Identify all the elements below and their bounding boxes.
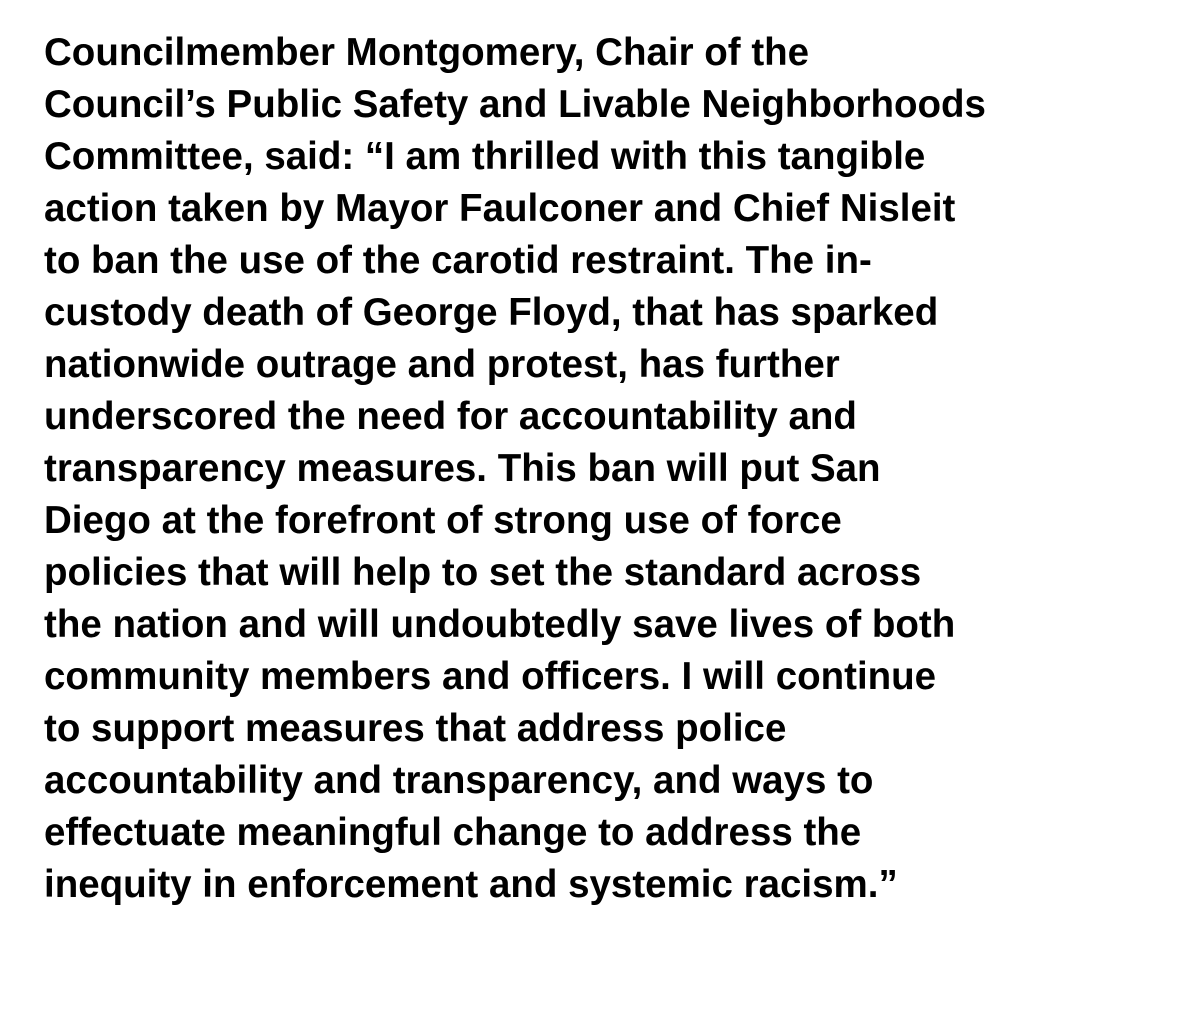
text-line: inequity in enforcement and systemic racism.” (44, 863, 898, 906)
text-line: to ban the use of the carotid restraint. The in- (44, 239, 872, 282)
text-line: the nation and will undoubtedly save lives of both (44, 603, 956, 646)
text-line: policies that will help to set the standard across (44, 551, 922, 594)
text-line: Diego at the forefront of strong use of force (44, 499, 842, 542)
text-line: transparency measures. This ban will put San (44, 447, 881, 490)
text-line: Council’s Public Safety and Livable Neighborhoods (44, 83, 986, 126)
text-line: Councilmember Montgomery, Chair of the (44, 31, 810, 74)
text-line: custody death of George Floyd, that has sparked (44, 291, 939, 334)
text-line: underscored the need for accountability and (44, 395, 857, 438)
text-line: action taken by Mayor Faulconer and Chief Nisleit (44, 187, 956, 230)
text-line: nationwide outrage and protest, has further (44, 343, 840, 386)
text-line: effectuate meaningful change to address the (44, 811, 862, 854)
text-line: community members and officers. I will continue (44, 655, 937, 698)
text-line: Committee, said: “I am thrilled with this tangible (44, 135, 926, 178)
text-line: accountability and transparency, and ways to (44, 759, 874, 802)
text-line: to support measures that address police (44, 707, 787, 750)
quote-paragraph (44, 27, 1184, 911)
